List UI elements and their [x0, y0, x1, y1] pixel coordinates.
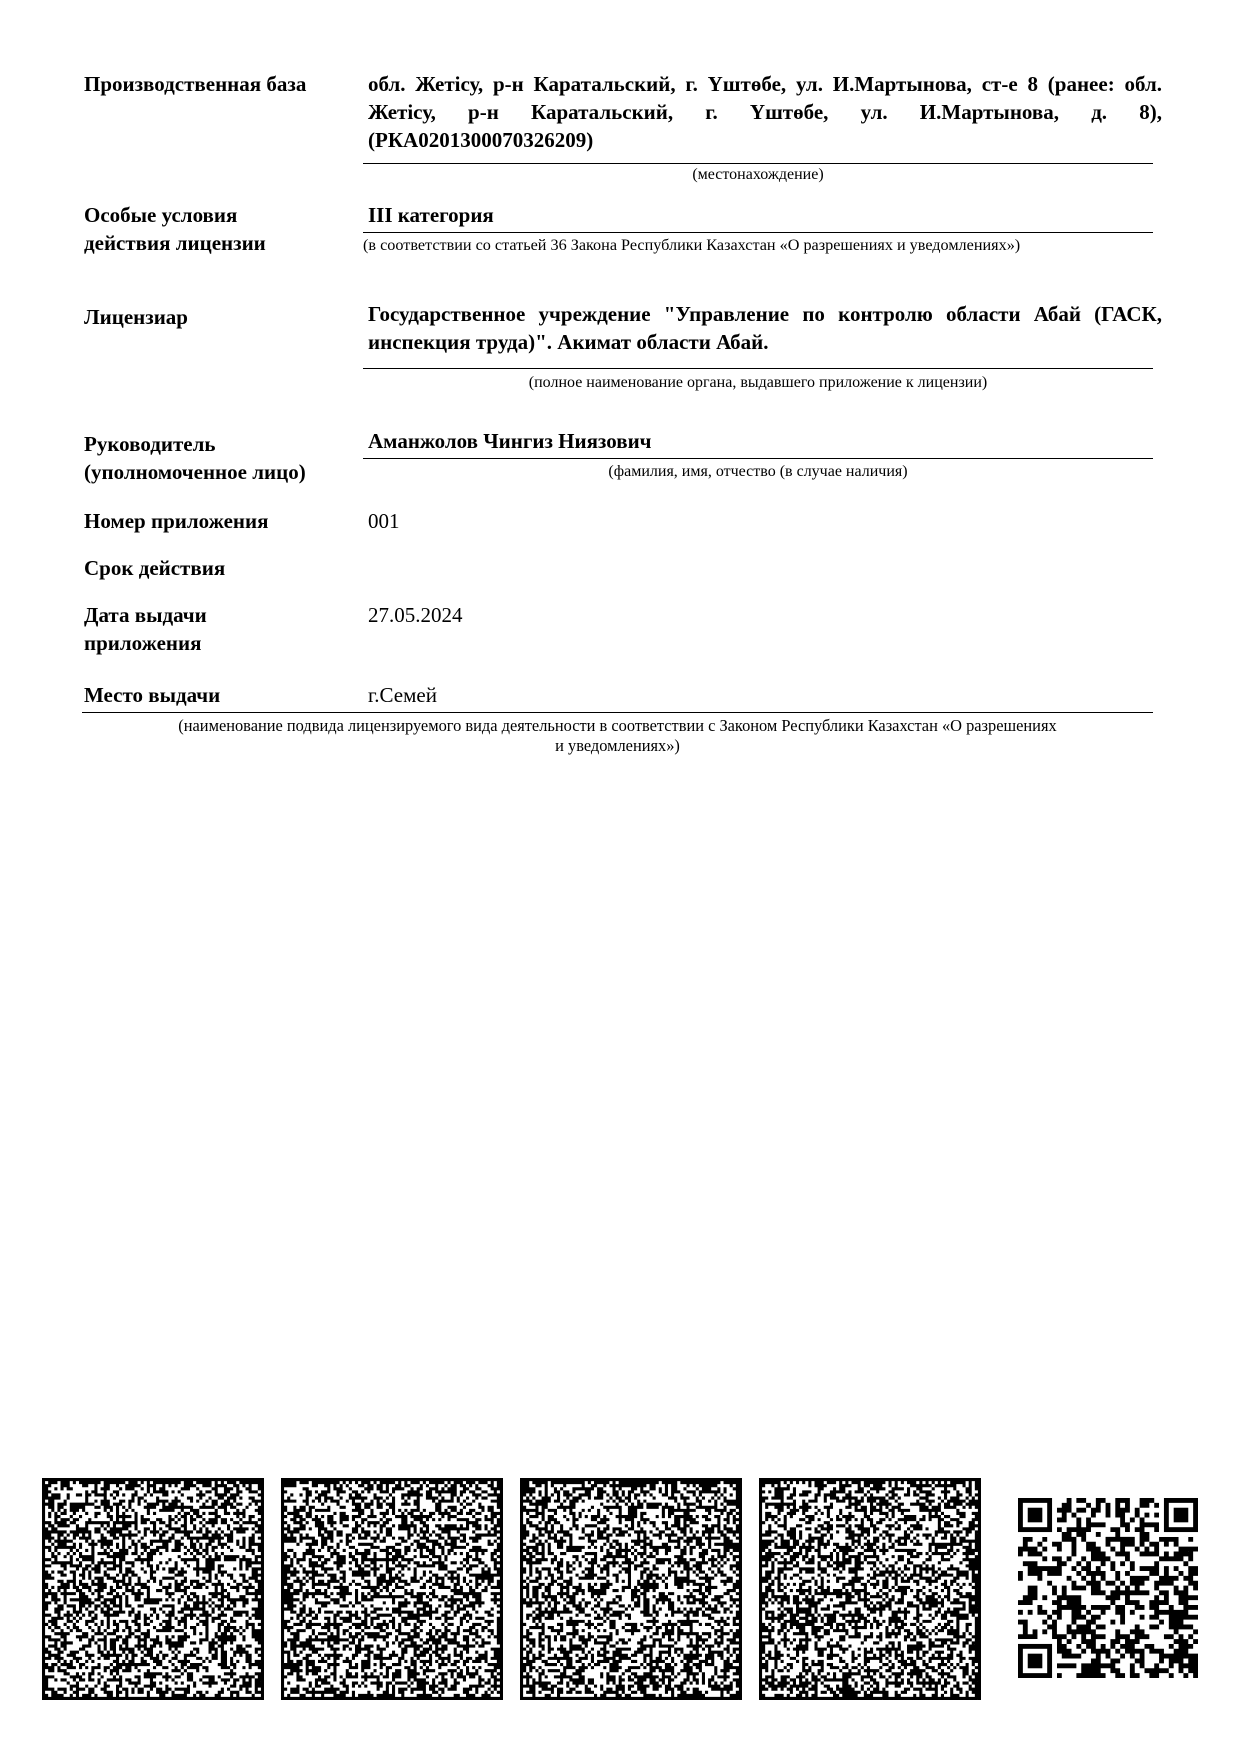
licensor-caption: (полное наименование органа, выдавшего приложение к лицензии)	[528, 374, 988, 391]
production-base-caption: (местонахождение)	[692, 166, 824, 183]
data-matrix-code-graphic	[520, 1478, 742, 1700]
special-conditions-label-line1: Особые условия	[84, 203, 238, 227]
data-matrix-code	[759, 1478, 981, 1700]
issue-place-rule	[82, 712, 1153, 713]
issue-date-label	[84, 601, 207, 657]
footer-caption-line2: и уведомлениях»)	[555, 736, 680, 755]
special-conditions-caption: (в соответствии со статьей 36 Закона Республики Казахстан «О разрешениях и уведомлениях»)	[363, 236, 1021, 254]
validity-label: Срок действия	[84, 556, 226, 580]
licensor-value: Государственное учреждение "Управление по контролю области Абай (ГАСК, инспекция труда)". Акимат области Абай.	[368, 302, 1162, 354]
production-base-value: обл. Жетісу, р-н Каратальский, г. Үштөбе, ул. И.Мартынова, ст-е 8 (ранее: обл. Жетісу, р-н Каратальский, г. Үштөбе, ул. И.Мартынова, д. 8), (РКА0201300070326209)	[368, 72, 1162, 152]
qr-code	[1018, 1498, 1198, 1678]
head-label-line1: Руководитель	[84, 432, 216, 456]
qr-code-graphic	[1018, 1498, 1198, 1678]
issue-date-label-line1: Дата выдачи	[84, 603, 207, 627]
head-rule	[363, 458, 1153, 459]
appendix-number-value: 001	[368, 509, 400, 533]
head-label-line2: (уполномоченное лицо)	[84, 460, 306, 484]
appendix-number-label: Номер приложения	[84, 509, 269, 533]
head-caption: (фамилия, имя, отчество (в случае наличия)	[608, 463, 908, 480]
data-matrix-code	[42, 1478, 264, 1700]
issue-date-value: 27.05.2024	[368, 603, 463, 627]
footer-caption	[82, 716, 1153, 756]
special-conditions-value: III категория	[368, 203, 494, 227]
data-matrix-code-graphic	[281, 1478, 503, 1700]
special-conditions-label	[84, 201, 266, 257]
issue-place-label: Место выдачи	[84, 683, 221, 707]
head-value: Аманжолов Чингиз Ниязович	[368, 429, 652, 453]
licensor-label: Лицензиар	[84, 305, 188, 329]
head-label	[84, 430, 306, 486]
special-conditions-label-line2: действия лицензии	[84, 231, 266, 255]
data-matrix-code-graphic	[759, 1478, 981, 1700]
data-matrix-code	[281, 1478, 503, 1700]
issue-date-label-line2: приложения	[84, 631, 202, 655]
issue-place-value: г.Семей	[368, 683, 437, 707]
licensor-rule	[363, 368, 1153, 369]
special-conditions-rule	[363, 232, 1153, 233]
production-base-rule	[363, 163, 1153, 164]
footer-caption-line1: (наименование подвида лицензируемого вида деятельности в соответствии с Законом Республики Казахстан «О разрешениях	[178, 716, 1057, 735]
data-matrix-code	[520, 1478, 742, 1700]
production-base-label: Производственная база	[84, 72, 307, 96]
data-matrix-code-graphic	[42, 1478, 264, 1700]
